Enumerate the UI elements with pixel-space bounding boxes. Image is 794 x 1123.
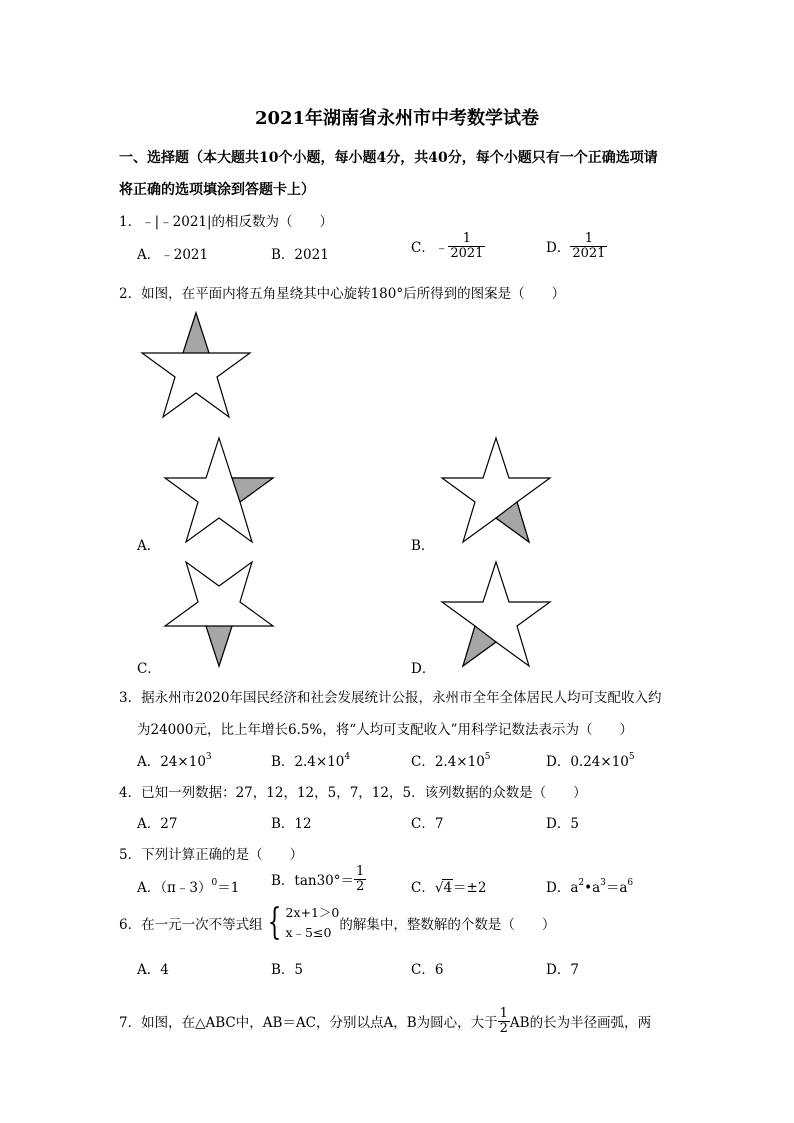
section-heading-line2: 将正确的选项填涂到答题卡上） — [119, 182, 315, 198]
q3-a-exp: 3 — [205, 752, 212, 762]
q5-c-label: C． — [411, 880, 435, 896]
q6-option-d: D．7 — [546, 962, 579, 978]
q5-d-eq: ＝a — [605, 880, 628, 896]
q7-stem — [119, 1007, 651, 1035]
q4-option-b: B．12 — [271, 816, 312, 832]
q6-ineq1: 2x+1＞0 — [285, 905, 340, 920]
q7-stem-pre: 7．如图，在△ABC中，AB＝AC，分别以点A，B为圆心，大于 — [119, 1015, 498, 1032]
q1-d-fraction — [570, 232, 607, 260]
brace-icon: { — [267, 902, 281, 943]
shaded-point — [183, 313, 209, 353]
q5-option-a — [137, 876, 239, 896]
q2-star-a — [163, 436, 275, 544]
q3-stem-line1: 3．据永州市2020年国民经济和社会发展统计公报，永州市全年全体居民人均可支配收入约 — [119, 690, 662, 706]
q5-c-tail: ＝±2 — [453, 880, 487, 896]
sqrt-icon: √ — [434, 880, 444, 896]
q6-option-a: A．4 — [137, 962, 169, 978]
q1-option-b: B．2021 — [271, 247, 329, 263]
q5-b-den: 2 — [356, 878, 365, 894]
q6-inequality-system — [286, 903, 340, 943]
section-heading-line1: 一、选择题（本大题共10个小题，每小题4分，共40分，每个小题只有一个正确选项请 — [119, 150, 658, 166]
q6-option-c: C．6 — [411, 962, 444, 978]
q7-stem-post: AB的长为半径画弧，两 — [509, 1015, 652, 1032]
q1-d-label: D． — [546, 240, 571, 257]
q7-fraction — [498, 1007, 510, 1035]
q3-c-exp: 5 — [484, 752, 491, 762]
q2-original-star — [140, 311, 252, 419]
q5-b-label: B．tan30°＝ — [271, 873, 355, 890]
q3-b-base: B．2.4×10 — [271, 754, 345, 770]
q5-b-fraction — [354, 865, 366, 893]
q1-c-num: 1 — [448, 232, 485, 247]
q7-den: 2 — [499, 1020, 508, 1036]
q3-d-base: D．0.24×10 — [546, 754, 629, 770]
q5-a-tail: ＝1 — [217, 880, 240, 896]
q3-stem-line2: 为24000元，比上年增长6.5%，将“人均可支配收入”用科学记数法表示为（ ） — [137, 722, 634, 738]
q1-d-num: 1 — [570, 232, 607, 247]
q1-c-fraction — [448, 232, 485, 260]
q5-option-d — [546, 876, 633, 896]
q2-option-c: C． — [137, 661, 161, 677]
page-title: 2021年湖南省永州市中考数学试卷 — [254, 108, 540, 129]
q3-option-a — [137, 750, 212, 770]
q5-option-b — [271, 865, 366, 893]
q2-star-c — [163, 560, 275, 668]
q2-option-a: A． — [137, 538, 161, 554]
q4-option-a: A．27 — [137, 816, 178, 832]
q5-a-base: A．（π﹣3） — [137, 880, 212, 896]
q2-star-d — [440, 560, 552, 668]
q2-option-b: B． — [411, 538, 435, 554]
q6-stem — [119, 903, 555, 943]
q1-d-den: 2021 — [572, 245, 606, 261]
q3-c-base: C．2.4×10 — [411, 754, 485, 770]
q7-num: 1 — [499, 1006, 508, 1021]
q6-ineq2: x﹣5≤0 — [285, 925, 332, 940]
q6-stem-post: 的解集中，整数解的个数是（ ） — [339, 917, 556, 933]
q2-star-b — [440, 436, 552, 544]
star-outline — [442, 562, 550, 666]
q5-c-radicand: 4 — [443, 880, 453, 896]
q5-option-c — [411, 876, 486, 896]
q4-option-d: D．5 — [546, 816, 579, 832]
q5-d-a: D．a — [546, 880, 579, 896]
q3-option-c — [411, 750, 491, 770]
q5-d-e2: 3 — [600, 878, 606, 888]
shaded-point — [206, 626, 232, 666]
q6-stem-pre: 6．在一元一次不等式组 — [119, 917, 263, 933]
q1-c-den: 2021 — [450, 245, 484, 261]
q5-d-e3: 6 — [627, 878, 634, 888]
q6-option-b: B．5 — [271, 962, 304, 978]
q4-stem: 4．已知一列数据：27，12，12，5，7，12，5．该列数据的众数是（ ） — [119, 785, 587, 801]
q5-b-num: 1 — [356, 864, 365, 879]
q3-option-b — [271, 750, 350, 770]
q3-d-exp: 5 — [628, 752, 635, 762]
q2-stem: 2．如图，在平面内将五角星绕其中心旋转180°后所得到的图案是（ ） — [119, 286, 566, 302]
q2-option-d: D． — [411, 661, 436, 677]
q3-a-base: A．24×10 — [137, 754, 206, 770]
q5-stem: 5．下列计算正确的是（ ） — [119, 847, 304, 863]
q1-stem: 1．﹣|﹣2021|的相反数为（ ） — [119, 214, 334, 230]
q1-c-label: C．﹣ — [411, 240, 449, 257]
q5-a-exp: 0 — [211, 878, 218, 888]
q3-b-exp: 4 — [344, 752, 351, 762]
q1-option-c — [411, 232, 485, 260]
star-outline — [442, 438, 550, 542]
q5-d-e1: 2 — [578, 878, 585, 888]
q3-option-d — [546, 750, 635, 770]
q4-option-c: C．7 — [411, 816, 444, 832]
q5-d-dot: •a — [584, 880, 601, 896]
q1-option-a: A．﹣2021 — [137, 247, 209, 263]
q1-option-d — [546, 232, 607, 260]
